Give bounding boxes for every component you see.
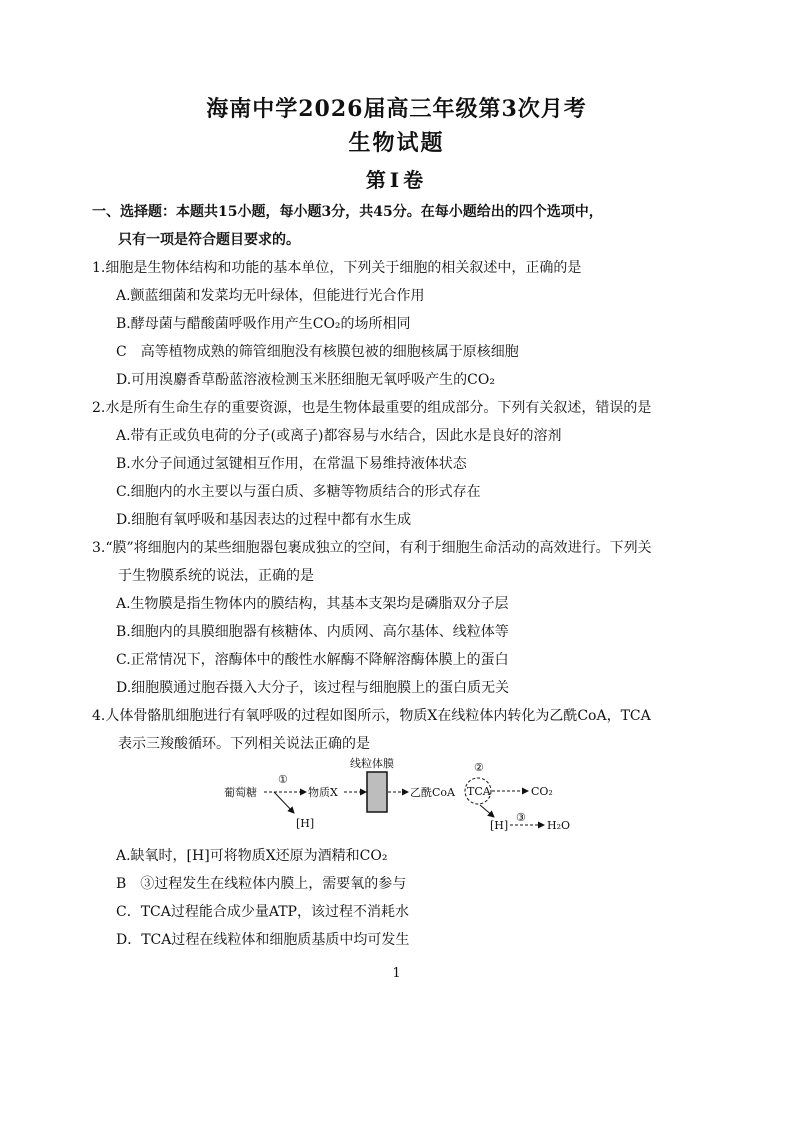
option-b: B.细胞内的具膜细胞器有核糖体、内质网、高尔基体、线粒体等	[116, 624, 509, 640]
option-b: B ③过程发生在线粒体内膜上，需要氧的参与	[116, 876, 407, 892]
glucose-label: 葡萄糖	[224, 786, 257, 799]
substance-x-label: 物质X	[308, 786, 338, 799]
option-c: C．TCA过程能合成少量ATP，该过程不消耗水	[116, 904, 409, 920]
option-a: A.缺氧时，[H]可将物质X还原为酒精和CO₂	[116, 848, 388, 864]
page-number: 1	[392, 966, 401, 981]
water-label: H₂O	[547, 819, 571, 832]
section-instruction: 一、选择题：本题共15小题，每小题3分，共45分。在每小题给出的四个选项中，	[92, 204, 603, 220]
question-stem-cont: 于生物膜系统的说法，正确的是	[118, 568, 314, 584]
acetyl-coa-label: 乙酰CoA	[410, 786, 455, 799]
option-c: C.正常情况下，溶酶体中的酸性水解酶不降解溶酶体膜上的蛋白	[116, 652, 509, 668]
question-stem: 1.细胞是生物体结构和功能的基本单位，下列关于细胞的相关叙述中，正确的是	[92, 260, 582, 276]
arrow-to-h1	[274, 792, 294, 813]
step2-marker: ②	[474, 761, 484, 774]
option-c: C.细胞内的水主要以与蛋白质、多糖等物质结合的形式存在	[116, 484, 481, 500]
subject-title: 生物试题	[348, 130, 445, 156]
step3-marker: ③	[516, 811, 526, 824]
option-a: A.带有正或负电荷的分子(或离子)都容易与水结合，因此水是良好的溶剂	[116, 428, 562, 444]
section-instruction-cont: 只有一项是符合题目要求的。	[118, 232, 300, 248]
option-c: C 高等植物成熟的筛管细胞没有核膜包被的细胞核属于原核细胞	[116, 344, 519, 360]
option-d: D.细胞有氧呼吸和基因表达的过程中都有水生成	[116, 512, 412, 528]
option-a: A.生物膜是指生物体内的膜结构，其基本支架均是磷脂双分子层	[116, 596, 509, 612]
question-stem: 3.“膜”将细胞内的某些细胞器包裹成独立的空间，有利于细胞生命活动的高效进行。下列关	[92, 540, 652, 556]
h1-label: [H]	[296, 817, 315, 830]
h2-label: [H]	[490, 819, 509, 832]
step1-marker: ①	[278, 773, 288, 786]
option-d: D.细胞膜通过胞吞摄入大分子，该过程与细胞膜上的蛋白质无关	[116, 680, 510, 696]
option-a: A.颤蓝细菌和发菜均无叶绿体，但能进行光合作用	[116, 288, 425, 304]
exam-title: 海南中学2026届高三年级第3次月考	[206, 96, 587, 122]
membrane-label: 线粒体膜	[350, 757, 394, 770]
volume-title: 第Ⅰ卷	[365, 168, 428, 192]
respiration-diagram	[222, 755, 582, 835]
question-stem: 4.人体骨骼肌细胞进行有氧呼吸的过程如图所示，物质X在线粒体内转化为乙酰CoA，TCA	[92, 708, 651, 724]
co2-label: CO₂	[531, 785, 553, 798]
mitochondrial-membrane	[367, 772, 387, 812]
question-stem-cont: 表示三羧酸循环。下列相关说法正确的是	[118, 736, 370, 752]
option-d: D.可用溴麝香草酚蓝溶液检测玉米胚细胞无氧呼吸产生的CO₂	[116, 372, 495, 388]
option-b: B.酵母菌与醋酸菌呼吸作用产生CO₂的场所相同	[116, 316, 411, 332]
arrow-tca-to-h2	[480, 805, 494, 817]
option-d: D．TCA过程在线粒体和细胞质基质中均可发生	[116, 932, 410, 948]
question-stem: 2.水是所有生命生存的重要资源，也是生物体最重要的组成部分。下列有关叙述，错误的是	[92, 400, 652, 416]
option-b: B.水分子间通过氢键相互作用，在常温下易维持液体状态	[116, 456, 467, 472]
tca-label: TCA	[467, 785, 491, 798]
